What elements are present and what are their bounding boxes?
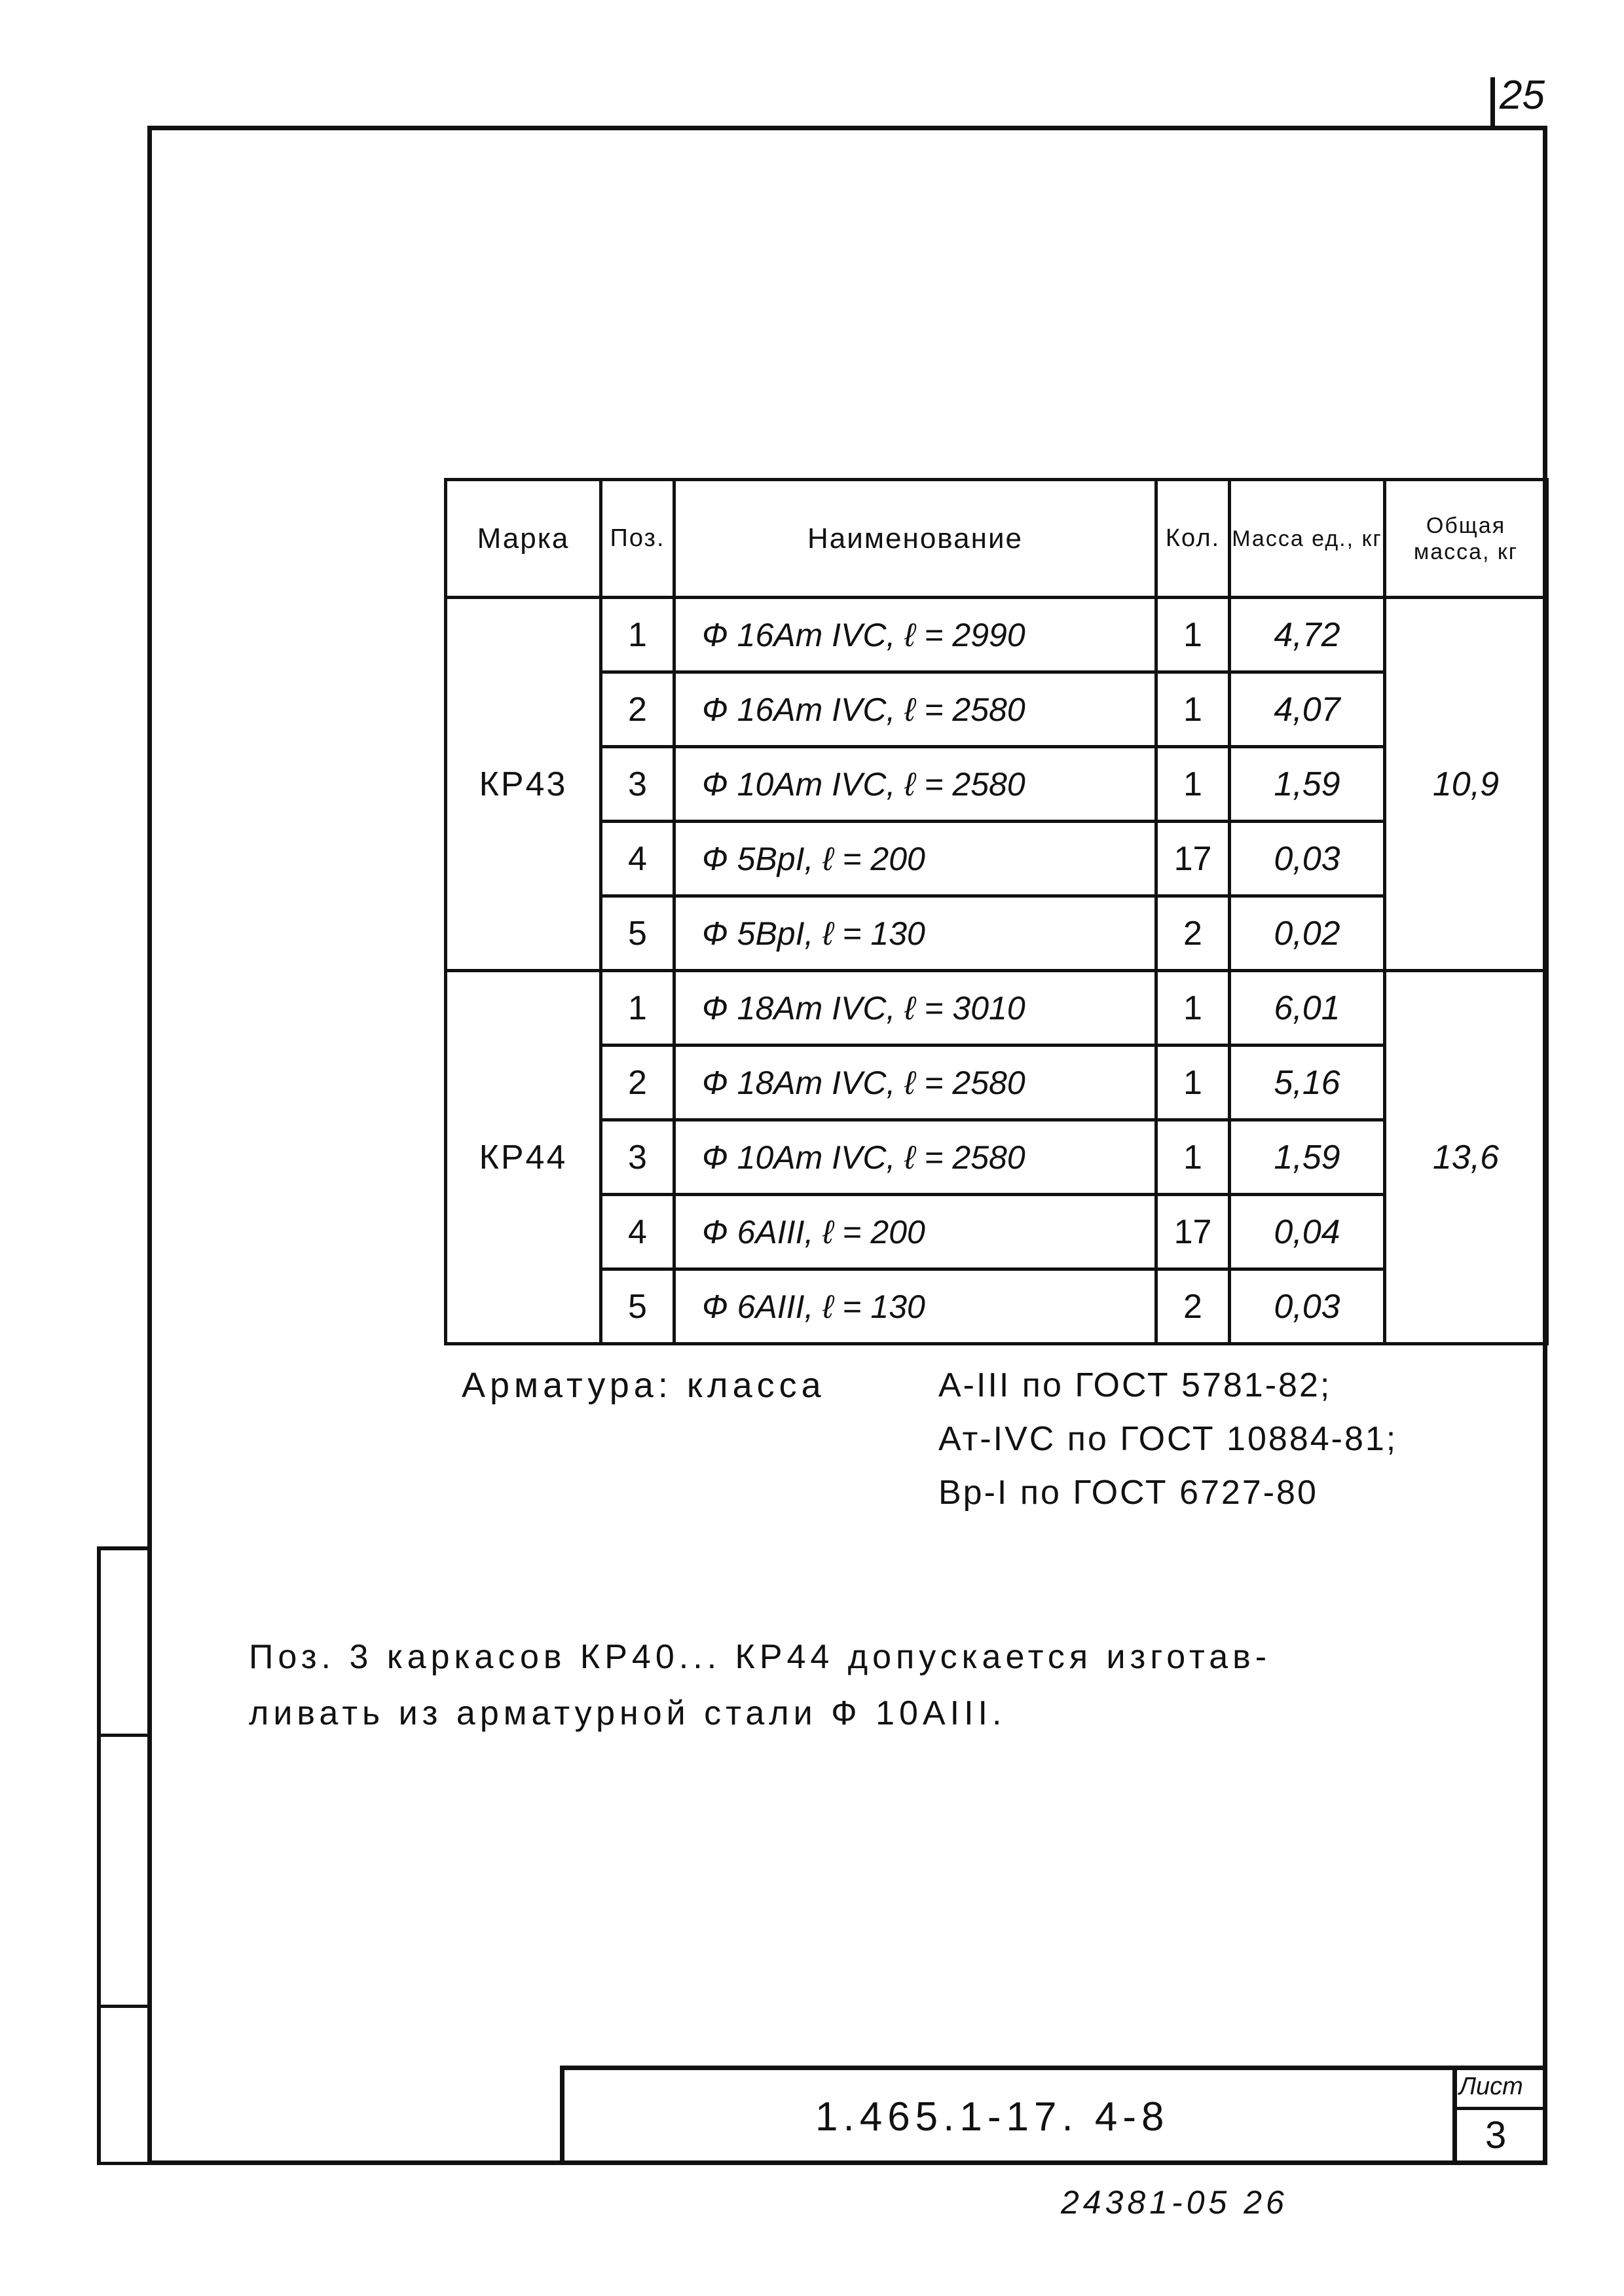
table-row [446, 1195, 1547, 1269]
sheet-label: Лист [1459, 2073, 1523, 2100]
note-line: ливать из арматурной стали Ф 10АIII. [249, 1694, 1006, 1732]
header-position: Поз. [601, 480, 674, 598]
substitution-note [249, 1629, 1493, 1741]
name-cell: Ф 6АIII, ℓ = 130 [674, 1269, 1156, 1344]
quantity-cell: 17 [1156, 822, 1230, 896]
header-unit-mass: Масса ед., кг [1230, 480, 1385, 598]
sheet-number: 3 [1485, 2114, 1507, 2157]
quantity-cell: 17 [1156, 1195, 1230, 1269]
armature-class-list [938, 1358, 1397, 1520]
quantity-cell: 1 [1156, 672, 1230, 747]
name-cell: Ф 18Ат IVС, ℓ = 3010 [674, 971, 1156, 1046]
position-cell: 2 [601, 1046, 674, 1120]
quantity-cell: 2 [1156, 1269, 1230, 1344]
unit-mass-cell: 0,02 [1230, 896, 1385, 971]
unit-mass-cell: 0,03 [1230, 1269, 1385, 1344]
table-row [446, 1120, 1547, 1195]
mark-cell: КР43 [446, 598, 601, 971]
table-body [446, 598, 1547, 1344]
unit-mass-cell: 6,01 [1230, 971, 1385, 1046]
archive-number: 24381-05 26 [1061, 2184, 1288, 2221]
sheet-cell-separator [1452, 2107, 1547, 2110]
total-mass-cell: 10,9 [1385, 598, 1547, 971]
unit-mass-cell: 1,59 [1230, 747, 1385, 822]
unit-mass-cell: 5,16 [1230, 1046, 1385, 1120]
name-cell: Ф 16Ат IVС, ℓ = 2580 [674, 672, 1156, 747]
binding-strip-left [97, 1546, 101, 2165]
name-cell: Ф 18Ат IVС, ℓ = 2580 [674, 1046, 1156, 1120]
table-row [446, 672, 1547, 747]
table-row [446, 971, 1547, 1046]
specification-table [444, 478, 1549, 1345]
binding-strip-divider [97, 2005, 152, 2008]
quantity-cell: 1 [1156, 1046, 1230, 1120]
mark-cell: КР44 [446, 971, 601, 1344]
position-cell: 4 [601, 1195, 674, 1269]
position-cell: 3 [601, 1120, 674, 1195]
table-header-row [446, 480, 1547, 598]
page-number: 25 [1500, 73, 1545, 118]
unit-mass-cell: 1,59 [1230, 1120, 1385, 1195]
position-cell: 5 [601, 896, 674, 971]
drawing-frame-left [147, 126, 152, 2165]
name-cell: Ф 5ВрI, ℓ = 130 [674, 896, 1156, 971]
name-cell: Ф 16Ат IVС, ℓ = 2990 [674, 598, 1156, 672]
position-cell: 3 [601, 747, 674, 822]
table-row [446, 896, 1547, 971]
position-cell: 2 [601, 672, 674, 747]
document-code: 1.465.1-17. 4-8 [815, 2094, 1170, 2140]
quantity-cell: 1 [1156, 747, 1230, 822]
unit-mass-cell: 0,04 [1230, 1195, 1385, 1269]
page-number-tick [1490, 77, 1495, 126]
header-name: Наименование [674, 480, 1156, 598]
name-cell: Ф 10Ат IVС, ℓ = 2580 [674, 1120, 1156, 1195]
table-row [446, 598, 1547, 672]
armature-class-line: Ат-IVС по ГОСТ 10884-81; [938, 1420, 1398, 1458]
header-quantity: Кол. [1156, 480, 1230, 598]
table-row [446, 1269, 1547, 1344]
armature-class-line: А-III по ГОСТ 5781-82; [938, 1366, 1332, 1404]
header-mark: Марка [446, 480, 601, 598]
table-row [446, 1046, 1547, 1120]
position-cell: 5 [601, 1269, 674, 1344]
name-cell: Ф 10Ат IVС, ℓ = 2580 [674, 747, 1156, 822]
armature-class-line: Вр-I по ГОСТ 6727-80 [938, 1474, 1318, 1512]
position-cell: 1 [601, 598, 674, 672]
position-cell: 4 [601, 822, 674, 896]
table-row [446, 747, 1547, 822]
drawing-frame-top [147, 126, 1547, 130]
quantity-cell: 1 [1156, 598, 1230, 672]
name-cell: Ф 5ВрI, ℓ = 200 [674, 822, 1156, 896]
binding-strip-divider [97, 1734, 152, 1737]
name-cell: Ф 6АIII, ℓ = 200 [674, 1195, 1156, 1269]
position-cell: 1 [601, 971, 674, 1046]
table-row [446, 822, 1547, 896]
header-total-mass: Общая масса, кг [1385, 480, 1547, 598]
title-block-divider [1452, 2066, 1457, 2165]
unit-mass-cell: 4,07 [1230, 672, 1385, 747]
binding-strip-top [97, 1546, 152, 1550]
binding-strip-bottom [97, 2162, 152, 2165]
total-mass-cell: 13,6 [1385, 971, 1547, 1344]
quantity-cell: 1 [1156, 971, 1230, 1046]
quantity-cell: 2 [1156, 896, 1230, 971]
note-line: Поз. 3 каркасов КР40... КР44 допускается изготав- [249, 1638, 1272, 1676]
unit-mass-cell: 4,72 [1230, 598, 1385, 672]
armature-title: Арматура: класса [462, 1366, 826, 1405]
unit-mass-cell: 0,03 [1230, 822, 1385, 896]
quantity-cell: 1 [1156, 1120, 1230, 1195]
